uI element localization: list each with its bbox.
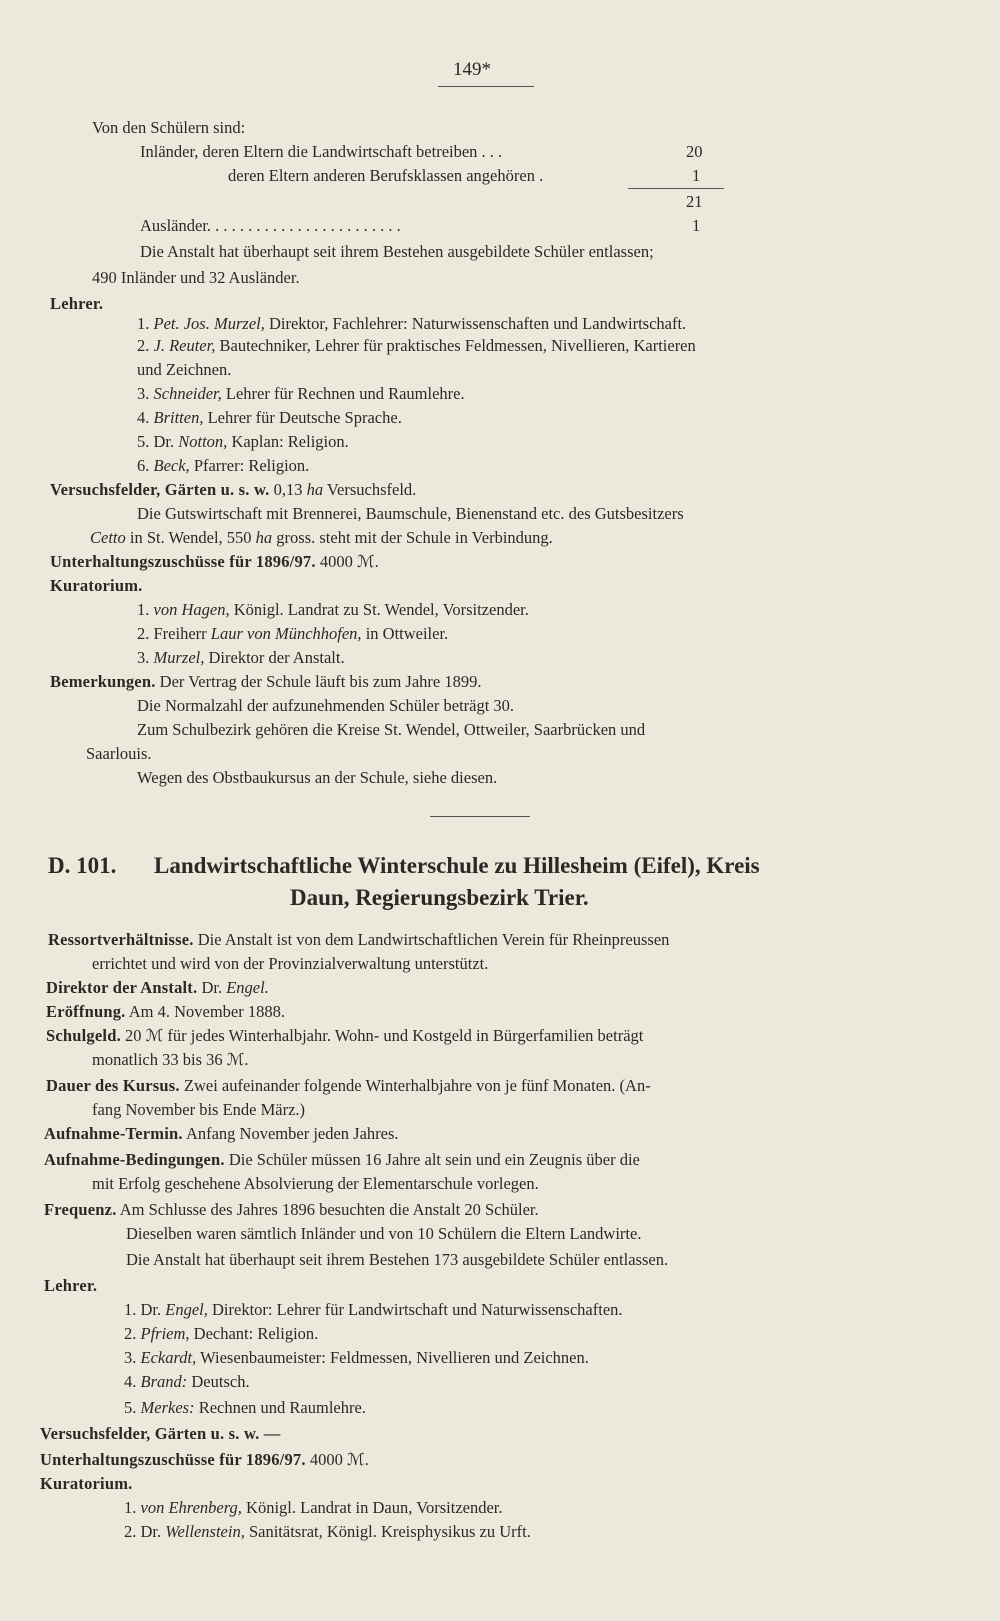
bemerkungen: Bemerkungen. Der Vertrag der Schule läuft bis zum Jahre 1899. [50, 672, 482, 691]
section-divider [430, 816, 530, 817]
kuratorium-heading-1: Kuratorium. [50, 576, 143, 595]
schulbezirk-line-1: Zum Schulbezirk gehören die Kreise St. Wendel, Ottweiler, Saarbrücken und [137, 720, 646, 739]
lehrer2-item-2: 2. Pfriem, Dechant: Religion. [124, 1324, 319, 1343]
andere-value: 1 [692, 166, 701, 185]
kuratorium-item-3: 3. Murzel, Direktor der Anstalt. [137, 648, 345, 667]
lehrer2-item-3: 3. Eckardt, Wiesenbaumeister: Feldmessen, Nivellieren und Zeichnen. [124, 1348, 589, 1367]
normalzahl: Die Normalzahl der aufzunehmenden Schüler beträgt 30. [137, 696, 515, 715]
lehrer-item-2-cont: und Zeichnen. [137, 360, 232, 379]
kuratorium2-item-1: 1. von Ehrenberg, Königl. Landrat in Daun, Vorsitzender. [124, 1498, 503, 1517]
zuschuesse-1: Unterhaltungszuschüsse für 1896/97. 4000 ℳ. [50, 552, 379, 571]
lehrer2-item-4: 4. Brand: Deutsch. [124, 1372, 250, 1391]
aufnahme-bedingungen: Aufnahme-Bedingungen. Die Schüler müssen 16 Jahre alt sein und ein Zeugnis über die [44, 1150, 640, 1169]
ressort-line-2: errichtet und wird von der Provinzialverwaltung unterstützt. [92, 954, 489, 973]
lehrer-heading-2: Lehrer. [44, 1276, 98, 1295]
gutswirtschaft-line-2: Cetto in St. Wendel, 550 ha gross. steht mit der Schule in Verbindung. [90, 528, 553, 547]
section-number: D. 101. [48, 853, 117, 878]
section-title-line-2: Daun, Regierungsbezirk Trier. [290, 885, 589, 910]
dauer-line-2: fang November bis Ende März.) [92, 1100, 306, 1119]
dauer: Dauer des Kursus. Zwei aufeinander folgende Winterhalbjahre von je fünf Monaten. (An- [46, 1076, 651, 1095]
sum-value: 21 [686, 192, 703, 211]
frequenz-line-3: Die Anstalt hat überhaupt seit ihrem Bestehen 173 ausgebildete Schüler entlassen. [126, 1250, 669, 1269]
aufnahme-termin: Aufnahme-Termin. Anfang November jeden Jahres. [44, 1124, 399, 1143]
pupils-intro: Von den Schülern sind: [92, 118, 246, 137]
schulgeld-line-2: monatlich 33 bis 36 ℳ. [92, 1050, 249, 1069]
lehrer2-item-1: 1. Dr. Engel, Direktor: Lehrer für Landwirtschaft und Naturwissenschaften. [124, 1300, 623, 1319]
total-line-2: 490 Inländer und 32 Ausländer. [92, 268, 300, 287]
lehrer-item-1: 1. Pet. Jos. Murzel, Direktor, Fachlehrer: Naturwissenschaften und Landwirtschaft. [137, 314, 687, 333]
kuratorium-heading-2: Kuratorium. [40, 1474, 133, 1493]
versuchsfelder-1: Versuchsfelder, Gärten u. s. w. 0,13 ha Versuchsfeld. [50, 480, 417, 499]
obstbau-note: Wegen des Obstbaukursus an der Schule, siehe diesen. [137, 768, 498, 787]
inlaender-value: 20 [686, 142, 703, 161]
auslaender-value: 1 [692, 216, 701, 235]
lehrer-item-6: 6. Beck, Pfarrer: Religion. [137, 456, 310, 475]
kuratorium-item-1: 1. von Hagen, Königl. Landrat zu St. Wendel, Vorsitzender. [137, 600, 529, 619]
ressort: Ressortverhältnisse. Die Anstalt ist von dem Landwirtschaftlichen Verein für Rheinpreussen [48, 930, 670, 949]
kuratorium-item-2: 2. Freiherr Laur von Münchhofen, in Ottweiler. [137, 624, 449, 643]
page-number: 149* [453, 59, 491, 80]
direktor: Direktor der Anstalt. Dr. Engel. [46, 978, 269, 997]
kuratorium2-item-2: 2. Dr. Wellenstein, Sanitätsrat, Königl. Kreisphysikus zu Urft. [124, 1522, 531, 1541]
lehrer-item-4: 4. Britten, Lehrer für Deutsche Sprache. [137, 408, 402, 427]
zuschuesse-2: Unterhaltungszuschüsse für 1896/97. 4000 ℳ. [40, 1450, 369, 1469]
lehrer2-item-5: 5. Merkes: Rechnen und Raumlehre. [124, 1398, 366, 1417]
sum-rule [628, 188, 724, 189]
schulgeld: Schulgeld. 20 ℳ für jedes Winterhalbjahr. Wohn- und Kostgeld in Bürgerfamilien beträgt [46, 1026, 644, 1045]
bedingungen-line-2: mit Erfolg geschehene Absolvierung der Elementarschule vorlegen. [92, 1174, 539, 1193]
lehrer-item-2: 2. J. Reuter, Bautechniker, Lehrer für praktisches Feldmessen, Nivellieren, Kartieren [137, 336, 696, 355]
section-title-line-1: Landwirtschaftliche Winterschule zu Hillesheim (Eifel), Kreis [154, 853, 760, 878]
inlaender-label: Inländer, deren Eltern die Landwirtschaft betreiben . . . [140, 142, 503, 161]
schulbezirk-line-2: Saarlouis. [86, 744, 152, 763]
lehrer-item-3: 3. Schneider, Lehrer für Rechnen und Raumlehre. [137, 384, 465, 403]
lehrer-item-5: 5. Dr. Notton, Kaplan: Religion. [137, 432, 349, 451]
auslaender-label: Ausländer. . . . . . . . . . . . . . . . . . . . . . . . [140, 216, 401, 235]
lehrer-heading-1: Lehrer. [50, 294, 104, 313]
page-number-rule [438, 86, 534, 87]
frequenz: Frequenz. Am Schlusse des Jahres 1896 besuchten die Anstalt 20 Schüler. [44, 1200, 539, 1219]
frequenz-line-2: Dieselben waren sämtlich Inländer und von 10 Schülern die Eltern Landwirte. [126, 1224, 642, 1243]
andere-label: deren Eltern anderen Berufsklassen angehören . [228, 166, 544, 185]
versuchsfelder-2: Versuchsfelder, Gärten u. s. w. — [40, 1424, 281, 1443]
eroeffnung: Eröffnung. Am 4. November 1888. [46, 1002, 285, 1021]
total-line-1: Die Anstalt hat überhaupt seit ihrem Bestehen ausgebildete Schüler entlassen; [140, 242, 654, 261]
gutswirtschaft-line-1: Die Gutswirtschaft mit Brennerei, Baumschule, Bienenstand etc. des Gutsbesitzers [137, 504, 684, 523]
